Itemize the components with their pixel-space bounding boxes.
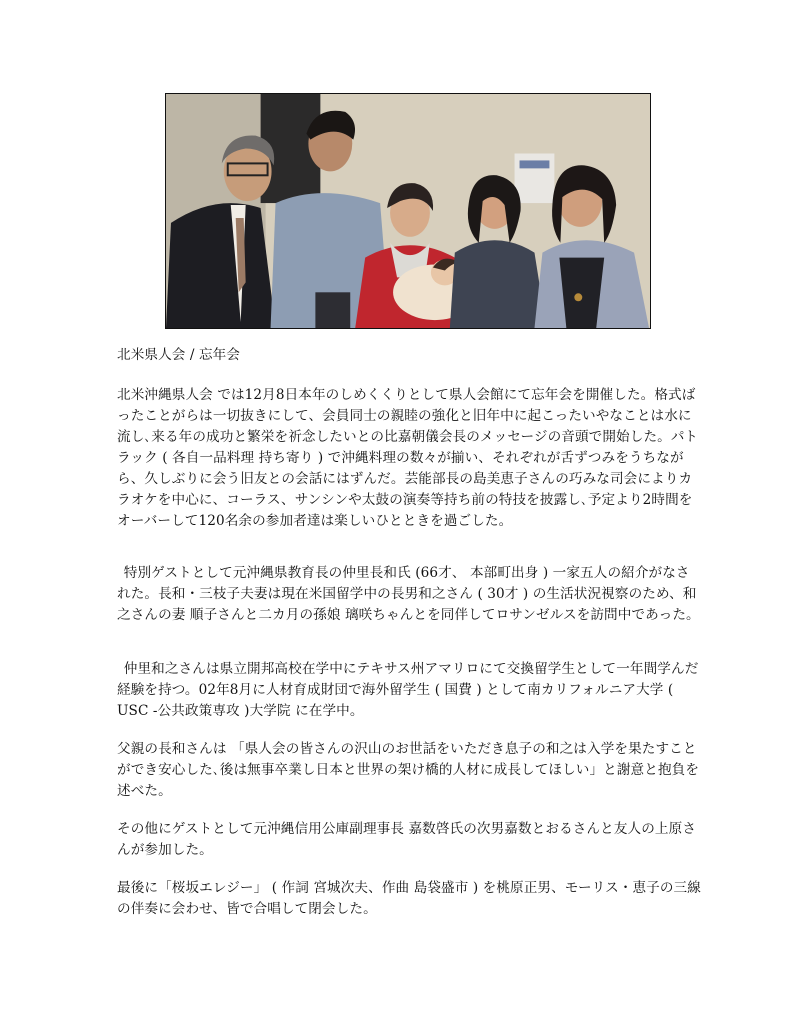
group-photo: [165, 93, 651, 329]
paragraph-5: その他にゲストとして元沖縄信用公庫副理事長 嘉数啓氏の次男嘉数とおるさんと友人の上原さんが参加した。: [117, 821, 697, 858]
paragraph-2: 特別ゲストとして元沖縄県教育長の仲里長和氏 (66才、 本部町出身 ) 一家五人の紹介がなされた。長和・三枝子夫妻は現在米国留学中の長男和之さん ( 30才 ) の生活状況視察のため、和之さんの妻 順子さんと二カ月の孫娘 璃咲ちゃんとを同伴してロサンゼルスを訪問中であった。: [117, 565, 700, 623]
paragraph-1: 北米沖縄県人会 では12月8日本年のしめくくりとして県人会館にて忘年会を開催した。格式ばったことがらは一切抜きにして、会員同士の親睦の強化と旧年中に起こったいやなことは水に流し､来る年の成功と繁栄を祈念したいとの比嘉朝儀会長のメッセージの音頭で開始した。パトラック ( 各自一品料理 持ち寄り ) で沖縄料理の数々が揃い、それぞれが舌ずつみをうちながら、久しぶりに会う旧友との会話にはずんだ。芸能部長の島美恵子さんの巧みな司会によりカラオケを中心に、コーラス、サンシンや太鼓の演奏等持ち前の特技を披露し､予定より2時間をオーバーして120名余の参加者達は楽しいひとときを過ごした。: [117, 387, 698, 529]
paragraph-4: 父親の長和さんは 「県人会の皆さんの沢山のお世話をいただき息子の和之は入学を果たすことができ安心した､後は無事卒業し日本と世界の架け橋的人材に成長してほしい」と謝意と抱負を述べた。: [117, 741, 700, 799]
paragraph-3: 仲里和之さんは県立開邦高校在学中にテキサス州アマリロにて交換留学生として一年間学んだ経験を持つ。02年8月に人材育成財団で海外留学生 ( 国費 ) として南カリフォルニア大学 ( USC -公共政策専攻 )大学院 に在学中。: [117, 661, 699, 719]
paragraph-6: 最後に「桜坂エレジー」 ( 作詞 宮城次夫、作曲 島袋盛市 ) を桃原正男、モーリス・恵子の三線の伴奏に会わせ、皆で合唱して閉会した。: [117, 880, 701, 917]
article-title: 北米県人会 / 忘年会: [117, 347, 241, 363]
